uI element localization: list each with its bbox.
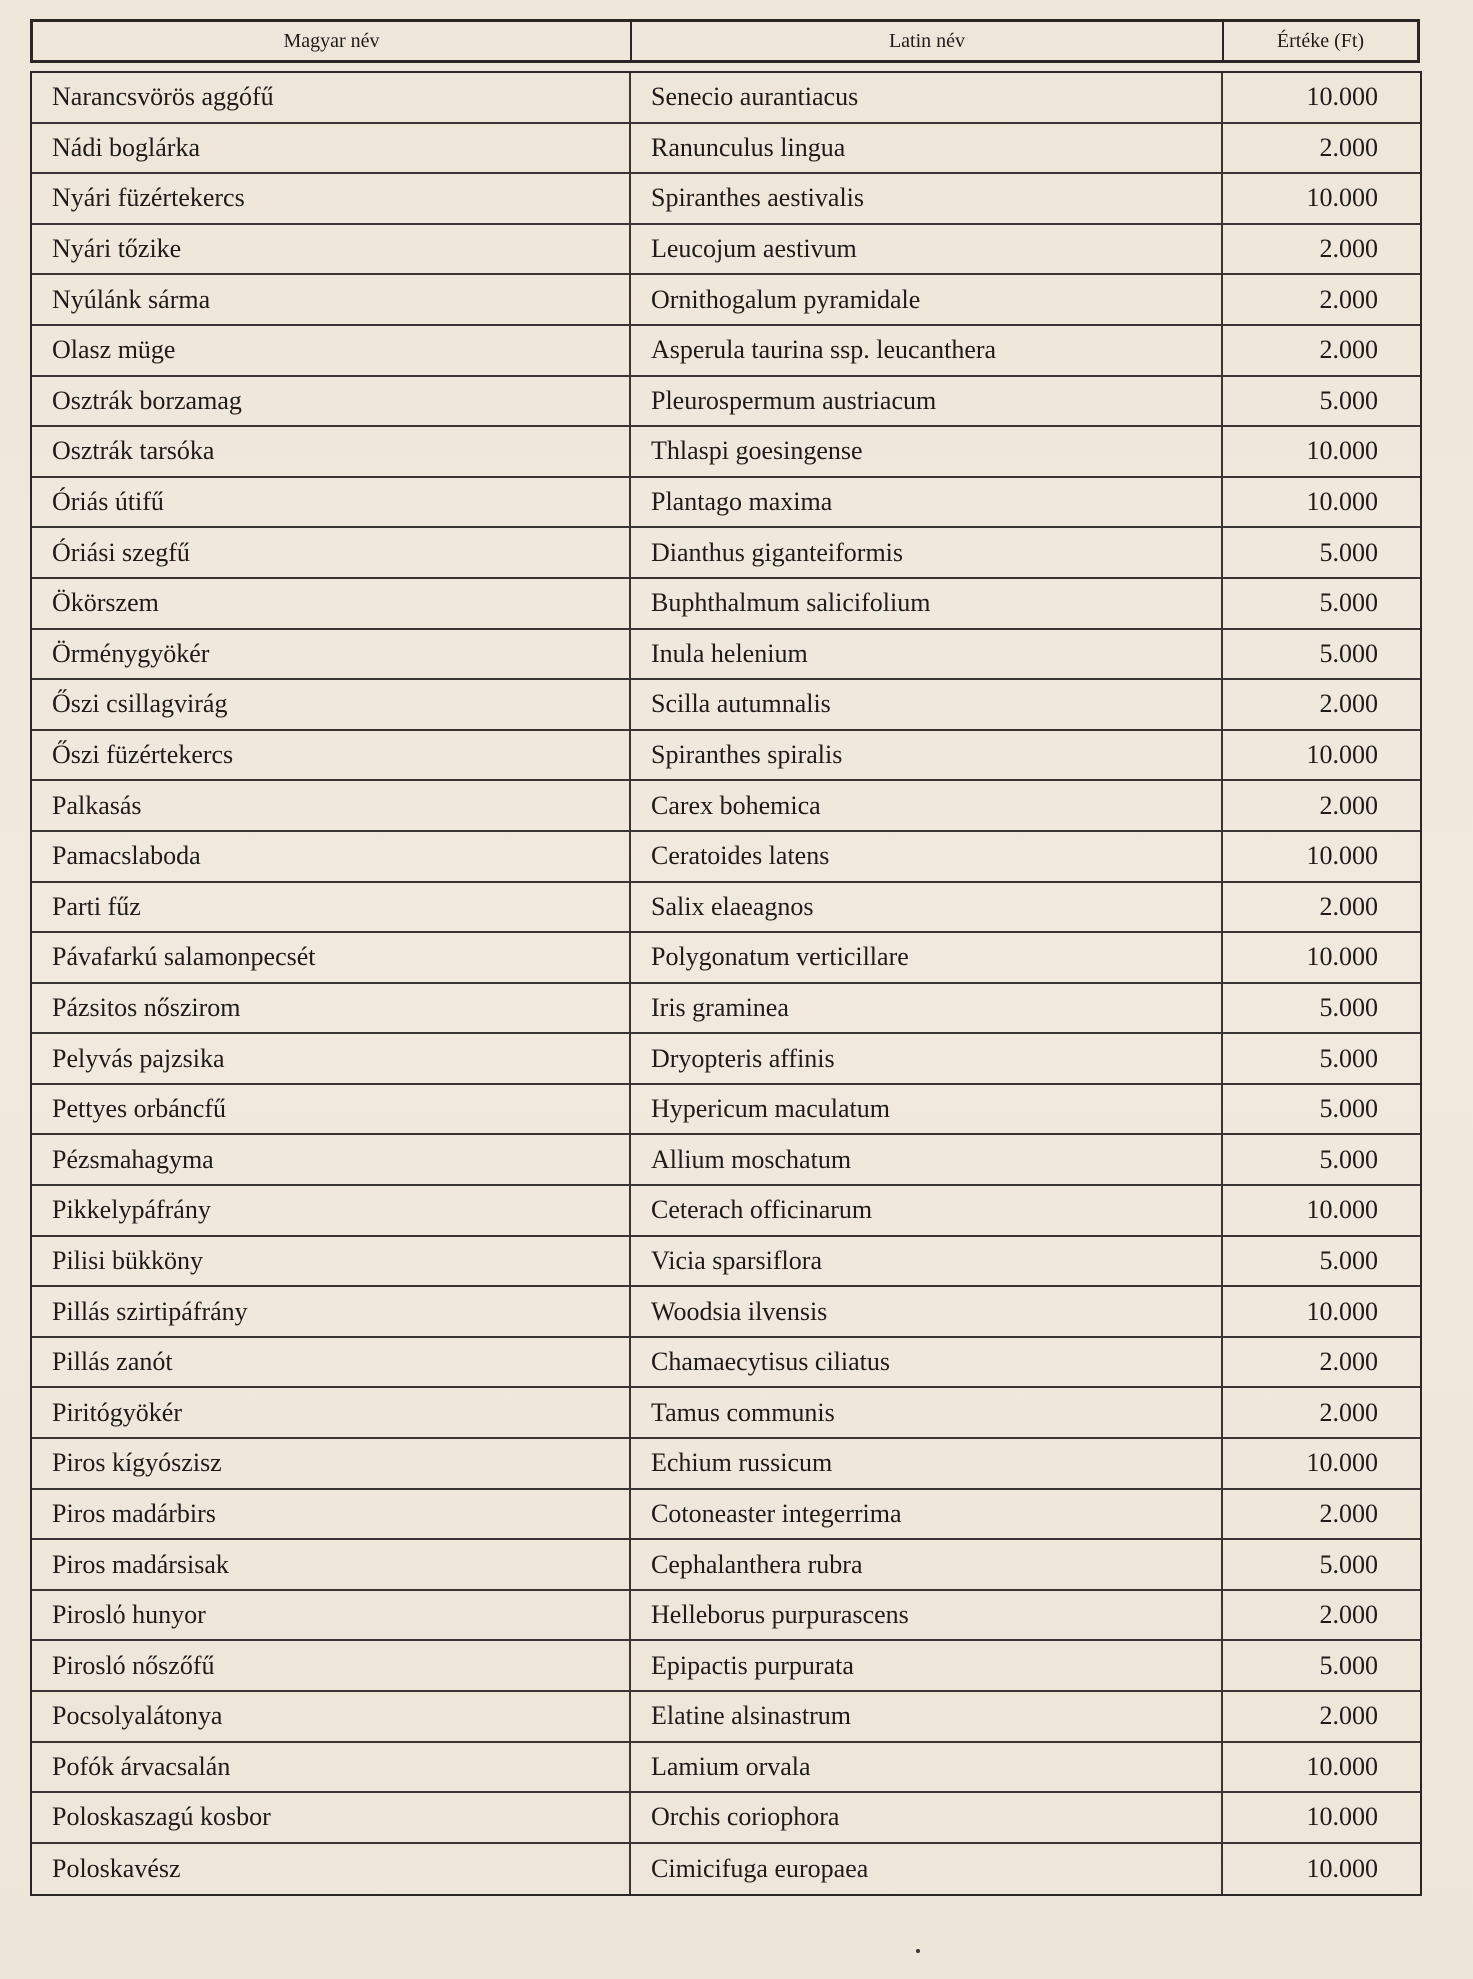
- hungarian-name-cell: Pettyes orbáncfű: [52, 1094, 227, 1124]
- latin-name-cell: Ceterach officinarum: [629, 1186, 1221, 1235]
- value-cell: 5.000: [1221, 1237, 1420, 1286]
- hungarian-name-cell: Poloskaszagú kosbor: [52, 1802, 271, 1832]
- latin-name-cell: Allium moschatum: [629, 1135, 1221, 1184]
- latin-name-cell: Carex bohemica: [629, 781, 1221, 830]
- value-cell: 10.000: [1221, 1287, 1420, 1336]
- latin-name-cell: Ceratoides latens: [629, 832, 1221, 881]
- latin-name-cell: Spiranthes aestivalis: [629, 174, 1221, 223]
- latin-name-cell: Cotoneaster integerrima: [629, 1490, 1221, 1539]
- latin-name-cell: Pleurospermum austriacum: [629, 377, 1221, 426]
- hungarian-name-cell: Pillás szirtipáfrány: [52, 1296, 248, 1326]
- hungarian-name-cell: Narancsvörös aggófű: [52, 82, 274, 112]
- hungarian-name-cell: Pávafarkú salamonpecsét: [52, 942, 316, 972]
- hungarian-name-cell: Pofók árvacsalán: [52, 1751, 231, 1781]
- value-cell: 5.000: [1221, 1085, 1420, 1134]
- table-row: [32, 630, 1420, 681]
- table-row: [32, 883, 1420, 934]
- hungarian-name-cell: Örménygyökér: [52, 638, 210, 668]
- value-cell: 2.000: [1221, 1591, 1420, 1640]
- hungarian-name-cell: Piritógyökér: [52, 1397, 182, 1427]
- latin-name-cell: Ranunculus lingua: [629, 124, 1221, 173]
- hungarian-name-cell: Pikkelypáfrány: [52, 1195, 211, 1225]
- table-row: [32, 832, 1420, 883]
- table-row: [32, 124, 1420, 175]
- table-row: [32, 1085, 1420, 1136]
- latin-name-cell: Inula helenium: [629, 630, 1221, 679]
- table-row: [32, 427, 1420, 478]
- table-row: [32, 1743, 1420, 1794]
- value-cell: 2.000: [1221, 781, 1420, 830]
- hungarian-name-cell: Piros madársisak: [52, 1549, 229, 1579]
- hungarian-name-cell: Osztrák tarsóka: [52, 436, 215, 466]
- latin-name-cell: Plantago maxima: [629, 478, 1221, 527]
- hungarian-name-cell: Őszi csillagvirág: [52, 689, 228, 719]
- value-cell: 2.000: [1221, 1692, 1420, 1741]
- value-cell: 2.000: [1221, 225, 1420, 274]
- table-row: [32, 1540, 1420, 1591]
- table-row: [32, 1034, 1420, 1085]
- latin-name-cell: Helleborus purpurascens: [629, 1591, 1221, 1640]
- value-cell: 10.000: [1221, 174, 1420, 223]
- header-value: Értéke (Ft): [1222, 22, 1417, 60]
- value-cell: 2.000: [1221, 124, 1420, 173]
- table-row: [32, 731, 1420, 782]
- latin-name-cell: Thlaspi goesingense: [629, 427, 1221, 476]
- latin-name-cell: Spiranthes spiralis: [629, 731, 1221, 780]
- hungarian-name-cell: Pirosló nőszőfű: [52, 1650, 215, 1680]
- hungarian-name-cell: Palkasás: [52, 790, 142, 820]
- hungarian-name-cell: Óriás útifű: [52, 487, 164, 517]
- table-row: [32, 478, 1420, 529]
- latin-name-cell: Dryopteris affinis: [629, 1034, 1221, 1083]
- value-cell: 2.000: [1221, 326, 1420, 375]
- value-cell: 2.000: [1221, 1490, 1420, 1539]
- table-row: [32, 1186, 1420, 1237]
- value-cell: 5.000: [1221, 377, 1420, 426]
- table-row: [32, 1388, 1420, 1439]
- value-cell: 5.000: [1221, 984, 1420, 1033]
- value-cell: 10.000: [1221, 933, 1420, 982]
- header-hungarian-name: Magyar név: [283, 29, 380, 52]
- latin-name-cell: Epipactis purpurata: [629, 1641, 1221, 1690]
- value-cell: 2.000: [1221, 275, 1420, 324]
- latin-name-cell: Dianthus giganteiformis: [629, 528, 1221, 577]
- value-cell: 5.000: [1221, 630, 1420, 679]
- value-cell: 10.000: [1221, 427, 1420, 476]
- table-row: [32, 1692, 1420, 1743]
- hungarian-name-cell: Pocsolyalátonya: [52, 1701, 223, 1731]
- latin-name-cell: Salix elaeagnos: [629, 883, 1221, 932]
- latin-name-cell: Chamaecytisus ciliatus: [629, 1338, 1221, 1387]
- hungarian-name-cell: Poloskavész: [52, 1854, 181, 1884]
- hungarian-name-cell: Olasz müge: [52, 335, 176, 365]
- value-cell: 5.000: [1221, 528, 1420, 577]
- value-cell: 10.000: [1221, 1439, 1420, 1488]
- value-cell: 5.000: [1221, 1641, 1420, 1690]
- latin-name-cell: Senecio aurantiacus: [629, 73, 1221, 122]
- value-cell: 2.000: [1221, 883, 1420, 932]
- latin-name-cell: Echium russicum: [629, 1439, 1221, 1488]
- latin-name-cell: Elatine alsinastrum: [629, 1692, 1221, 1741]
- hungarian-name-cell: Piros madárbirs: [52, 1498, 216, 1528]
- table-row: [32, 377, 1420, 428]
- latin-name-cell: Asperula taurina ssp. leucanthera: [629, 326, 1221, 375]
- table-row: [32, 1793, 1420, 1844]
- hungarian-name-cell: Nyúlánk sárma: [52, 284, 211, 314]
- value-cell: 5.000: [1221, 1034, 1420, 1083]
- latin-name-cell: Orchis coriophora: [629, 1793, 1221, 1842]
- table-row: [32, 275, 1420, 326]
- value-cell: 10.000: [1221, 1743, 1420, 1792]
- value-cell: 10.000: [1221, 1793, 1420, 1842]
- latin-name-cell: Lamium orvala: [629, 1743, 1221, 1792]
- latin-name-cell: Polygonatum verticillare: [629, 933, 1221, 982]
- table-row: [32, 680, 1420, 731]
- latin-name-cell: Hypericum maculatum: [629, 1085, 1221, 1134]
- hungarian-name-cell: Piroslό hunyor: [52, 1600, 206, 1630]
- hungarian-name-cell: Osztrák borzamag: [52, 385, 242, 415]
- table-row: [32, 73, 1420, 124]
- table-row: [32, 225, 1420, 276]
- table-row: [32, 781, 1420, 832]
- value-cell: 10.000: [1221, 478, 1420, 527]
- print-speck: [916, 1949, 920, 1953]
- hungarian-name-cell: Nyári tőzike: [52, 234, 182, 264]
- table-header: [30, 19, 1420, 63]
- table-row: [32, 326, 1420, 377]
- table-row: [32, 579, 1420, 630]
- value-cell: 5.000: [1221, 579, 1420, 628]
- latin-name-cell: Buphthalmum salicifolium: [629, 579, 1221, 628]
- table-row: [32, 174, 1420, 225]
- latin-name-cell: Scilla autumnalis: [629, 680, 1221, 729]
- hungarian-name-cell: Pamacslaboda: [52, 841, 201, 871]
- hungarian-name-cell: Pázsitos nőszirom: [52, 992, 241, 1022]
- table-row: [32, 1439, 1420, 1490]
- hungarian-name-cell: Pilisi bükköny: [52, 1245, 203, 1275]
- value-cell: 10.000: [1221, 1186, 1420, 1235]
- hungarian-name-cell: Pelyvás pajzsika: [52, 1043, 225, 1073]
- latin-name-cell: Leucojum aestivum: [629, 225, 1221, 274]
- header-latin-name: Latin név: [630, 22, 1222, 60]
- table-row: [32, 933, 1420, 984]
- hungarian-name-cell: Óriási szegfű: [52, 537, 190, 567]
- table-row: [32, 984, 1420, 1035]
- species-table: [30, 71, 1422, 1896]
- table-row: [32, 1844, 1420, 1895]
- hungarian-name-cell: Pillás zanót: [52, 1347, 173, 1377]
- value-cell: 2.000: [1221, 1338, 1420, 1387]
- value-cell: 10.000: [1221, 832, 1420, 881]
- hungarian-name-cell: Nádi boglárka: [52, 132, 201, 162]
- table-row: [32, 1641, 1420, 1692]
- hungarian-name-cell: Nyári füzértekercs: [52, 183, 245, 213]
- table-row: [32, 1237, 1420, 1288]
- latin-name-cell: Woodsia ilvensis: [629, 1287, 1221, 1336]
- value-cell: 5.000: [1221, 1135, 1420, 1184]
- latin-name-cell: Tamus communis: [629, 1388, 1221, 1437]
- hungarian-name-cell: Ökörszem: [52, 588, 159, 618]
- table-row: [32, 528, 1420, 579]
- hungarian-name-cell: Pézsmahagyma: [52, 1144, 214, 1174]
- hungarian-name-cell: Piros kígyószisz: [52, 1448, 222, 1478]
- value-cell: 2.000: [1221, 680, 1420, 729]
- table-row: [32, 1135, 1420, 1186]
- hungarian-name-cell: Őszi füzértekercs: [52, 740, 234, 770]
- value-cell: 10.000: [1221, 731, 1420, 780]
- latin-name-cell: Vicia sparsiflora: [629, 1237, 1221, 1286]
- hungarian-name-cell: Parti fűz: [52, 891, 141, 921]
- table-row: [32, 1287, 1420, 1338]
- value-cell: 10.000: [1221, 1844, 1420, 1895]
- value-cell: 5.000: [1221, 1540, 1420, 1589]
- latin-name-cell: Iris graminea: [629, 984, 1221, 1033]
- table-row: [32, 1591, 1420, 1642]
- value-cell: 10.000: [1221, 73, 1420, 122]
- table-row: [32, 1338, 1420, 1389]
- latin-name-cell: Cimicifuga europaea: [629, 1844, 1221, 1895]
- table-row: [32, 1490, 1420, 1541]
- latin-name-cell: Cephalanthera rubra: [629, 1540, 1221, 1589]
- value-cell: 2.000: [1221, 1388, 1420, 1437]
- latin-name-cell: Ornithogalum pyramidale: [629, 275, 1221, 324]
